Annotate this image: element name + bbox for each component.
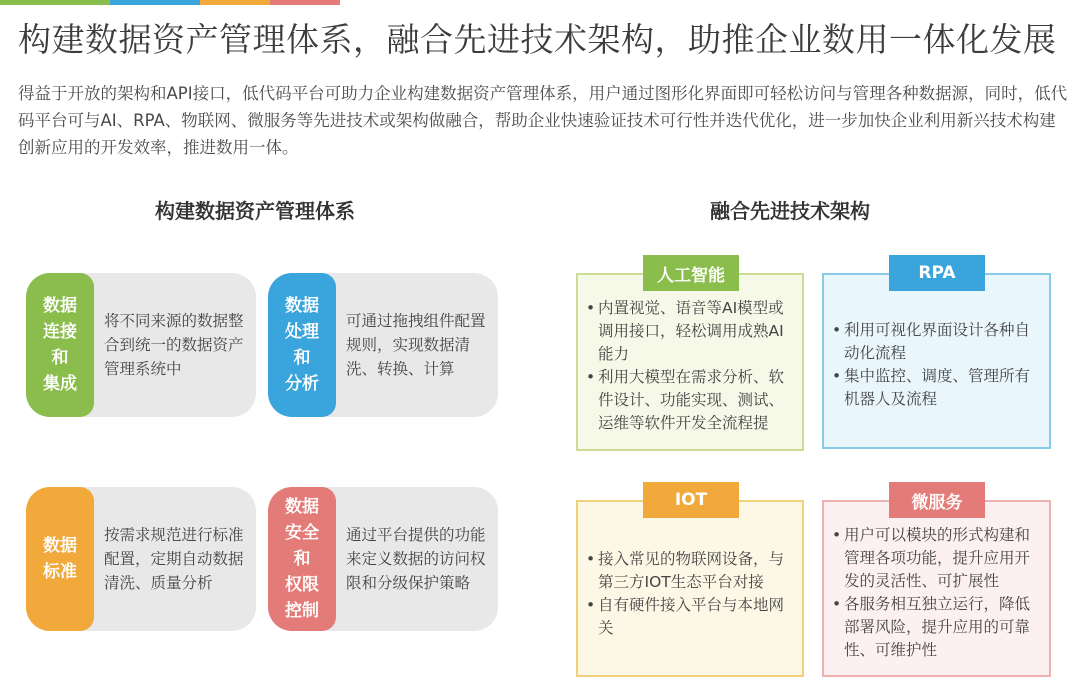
page-title: 构建数据资产管理体系，融合先进技术架构，助推企业数用一体化发展 (18, 20, 1057, 59)
box-list (832, 524, 1041, 662)
box-iot (576, 490, 804, 677)
top-accent-line (0, 0, 1080, 5)
card-description: 通过平台提供的功能来定义数据的访问权限和分级保护策略 (346, 526, 486, 592)
list-item: • 用户可以模块的形式构建和管理各项功能，提升应用开发的灵活性、可扩展性 (832, 524, 1041, 593)
card-tag: 数据 连接 和 集成 (26, 273, 94, 417)
card-data-integration (26, 273, 256, 417)
card-description: 按需求规范进行标准配置，定期自动数据清洗、质量分析 (104, 526, 244, 592)
box-list (832, 319, 1041, 411)
box-list (586, 548, 794, 640)
card-tag: 数据 处理 和 分析 (268, 273, 336, 417)
intro-paragraph: 得益于开放的架构和API接口，低代码平台可助力企业构建数据资产管理体系，用户通过图形化界面即可轻松访问与管理各种数据源，同时，低代码平台可与AI、RPA、物联网、微服务等先进技术或架构做融合，帮助企业快速验证技术可行性并迭代优化，进一步加快企业利用新兴技术构建创新应用的开发效率，推进数用一体。 (18, 84, 1068, 157)
card-data-security (268, 487, 498, 631)
left-section-heading: 构建数据资产管理体系 (155, 199, 355, 223)
right-section-heading: 融合先进技术架构 (710, 199, 870, 223)
card-data-standard (26, 487, 256, 631)
list-item: • 接入常见的物联网设备，与第三方IOT生态平台对接 (586, 548, 794, 594)
list-item: • 利用大模型在需求分析、软件设计、功能实现、测试、运维等软件开发全流程提 (586, 366, 794, 435)
list-item: • 利用可视化界面设计各种自动化流程 (832, 319, 1041, 365)
box-title: IOT (643, 482, 739, 518)
card-tag: 数据 安全 和 权限 控制 (268, 487, 336, 631)
box-title: 人工智能 (643, 255, 739, 291)
card-data-processing (268, 273, 498, 417)
card-tag: 数据 标准 (26, 487, 94, 631)
box-list (586, 297, 794, 435)
box-title: 微服务 (889, 482, 985, 518)
card-description: 将不同来源的数据整合到统一的数据资产管理系统中 (104, 312, 244, 378)
list-item: • 集中监控、调度、管理所有机器人及流程 (832, 365, 1041, 411)
box-microservice (822, 492, 1051, 677)
box-ai (576, 265, 804, 451)
list-item: • 自有硬件接入平台与本地网关 (586, 594, 794, 640)
box-title: RPA (889, 255, 985, 291)
list-item: • 内置视觉、语音等AI模型或调用接口，轻松调用成熟AI能力 (586, 297, 794, 366)
card-description: 可通过拖拽组件配置规则，实现数据清洗、转换、计算 (346, 312, 486, 378)
box-rpa (822, 263, 1051, 449)
list-item: • 各服务相互独立运行，降低部署风险，提升应用的可靠性、可维护性 (832, 593, 1041, 662)
